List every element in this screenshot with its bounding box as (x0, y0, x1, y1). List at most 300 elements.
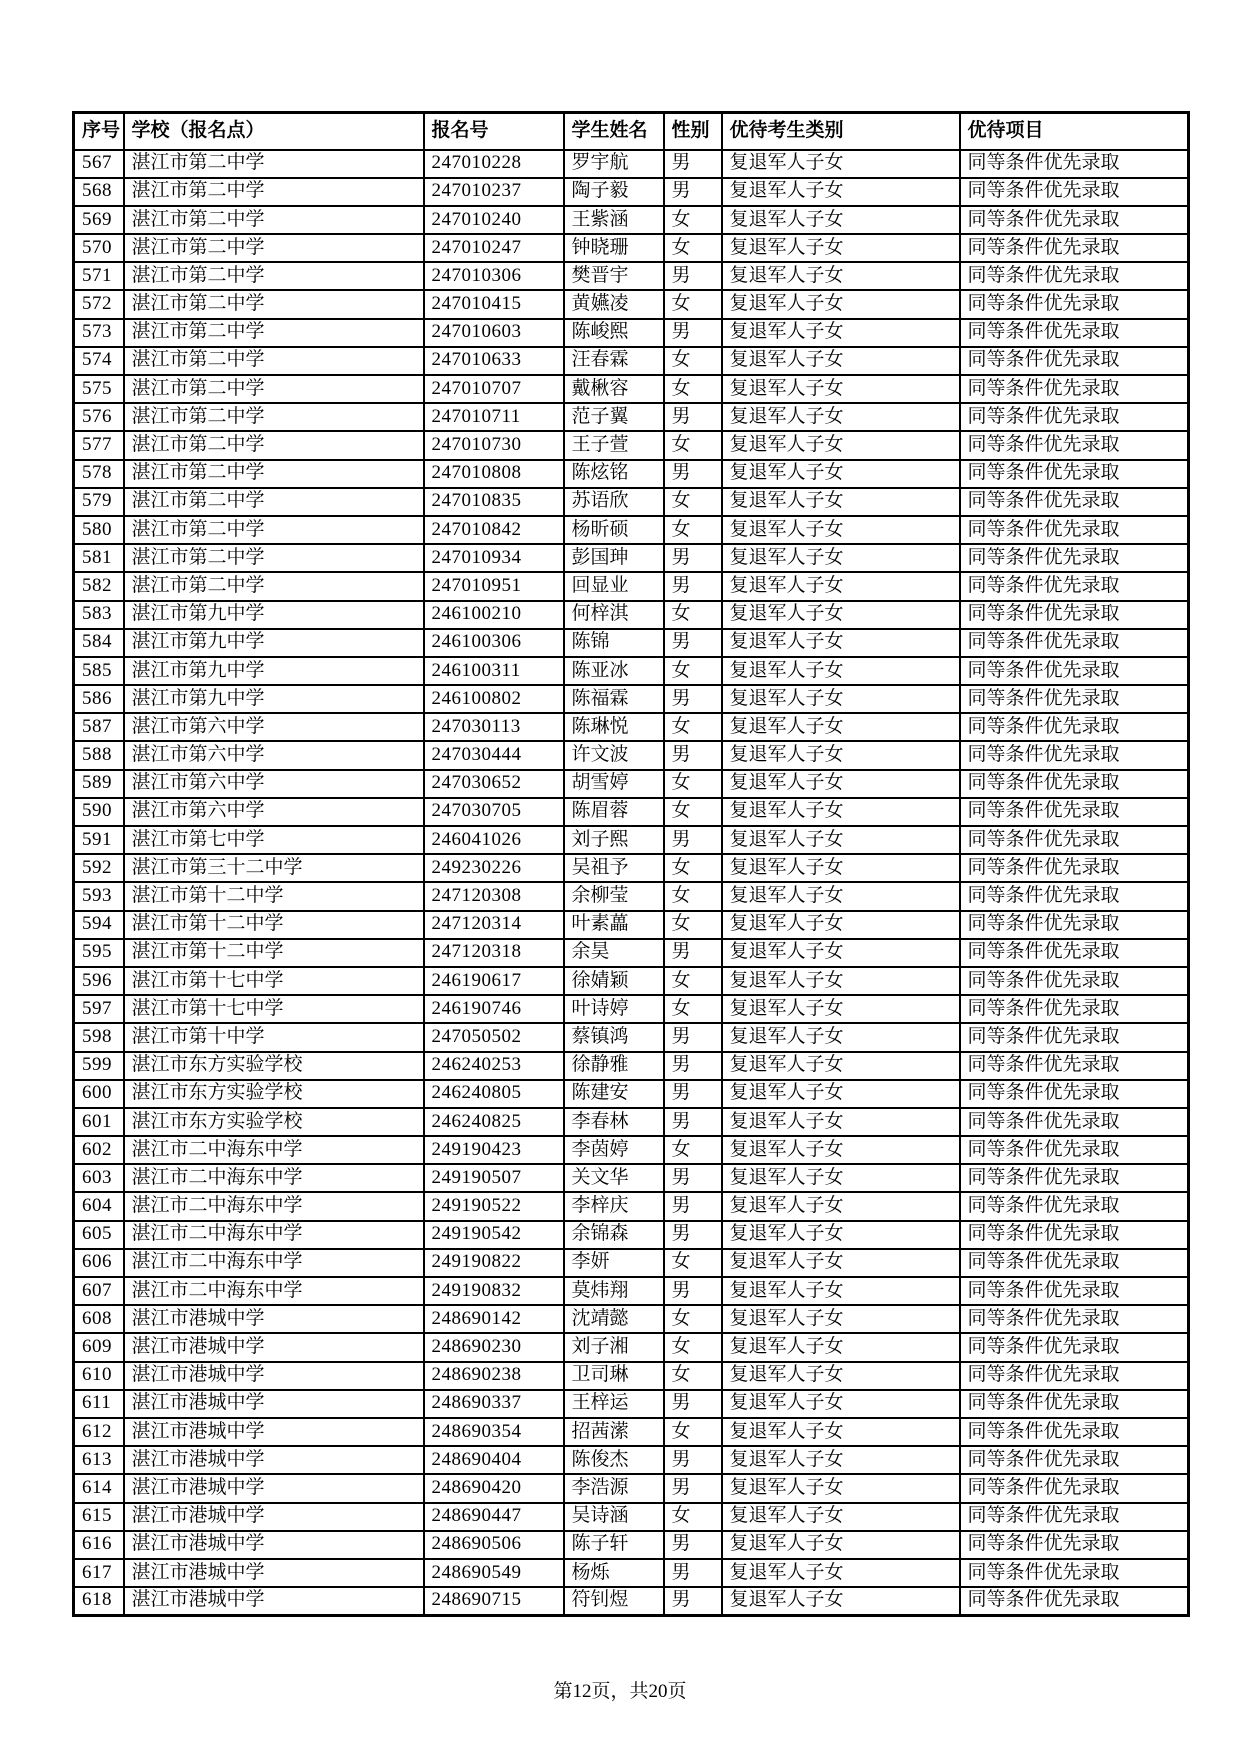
cell-gender: 女 (664, 1249, 722, 1277)
cell-student-name: 吴祖予 (564, 854, 664, 882)
cell-reg-no: 247010842 (424, 516, 564, 544)
table-row (74, 1164, 1189, 1192)
cell-school: 湛江市二中海东中学 (124, 1164, 424, 1192)
cell-gender: 女 (664, 967, 722, 995)
cell-seq: 579 (74, 488, 124, 516)
table-header (74, 113, 1189, 150)
cell-gender: 女 (664, 1418, 722, 1446)
table-row (74, 995, 1189, 1023)
cell-category: 复退军人子女 (722, 770, 960, 798)
cell-seq: 584 (74, 629, 124, 657)
cell-school: 湛江市第二中学 (124, 234, 424, 262)
cell-reg-no: 247010934 (424, 544, 564, 572)
table-row (74, 572, 1189, 600)
cell-seq: 581 (74, 544, 124, 572)
cell-gender: 女 (664, 206, 722, 234)
cell-gender: 女 (664, 657, 722, 685)
cell-school: 湛江市第二中学 (124, 544, 424, 572)
cell-reg-no: 247010240 (424, 206, 564, 234)
cell-school: 湛江市第六中学 (124, 713, 424, 741)
cell-school: 湛江市第二中学 (124, 206, 424, 234)
cell-school: 湛江市第九中学 (124, 629, 424, 657)
cell-reg-no: 248690447 (424, 1503, 564, 1531)
cell-school: 湛江市第九中学 (124, 657, 424, 685)
table-body (74, 150, 1189, 1616)
cell-category: 复退军人子女 (722, 826, 960, 854)
cell-seq: 585 (74, 657, 124, 685)
cell-seq: 595 (74, 939, 124, 967)
cell-school: 湛江市第十中学 (124, 1023, 424, 1051)
cell-gender: 女 (664, 713, 722, 741)
table-row (74, 516, 1189, 544)
cell-item: 同等条件优先录取 (960, 234, 1189, 262)
cell-reg-no: 248690337 (424, 1390, 564, 1418)
cell-item: 同等条件优先录取 (960, 1305, 1189, 1333)
cell-reg-no: 246240825 (424, 1108, 564, 1136)
table-row (74, 770, 1189, 798)
cell-student-name: 刘子熙 (564, 826, 664, 854)
table-row (74, 1192, 1189, 1220)
table-row (74, 1080, 1189, 1108)
cell-category: 复退军人子女 (722, 1305, 960, 1333)
cell-seq: 580 (74, 516, 124, 544)
table-row (74, 629, 1189, 657)
cell-category: 复退军人子女 (722, 1418, 960, 1446)
table-row (74, 488, 1189, 516)
table-row (74, 431, 1189, 459)
cell-item: 同等条件优先录取 (960, 1277, 1189, 1305)
cell-category: 复退军人子女 (722, 911, 960, 939)
cell-category: 复退军人子女 (722, 572, 960, 600)
cell-student-name: 王子萱 (564, 431, 664, 459)
cell-gender: 女 (664, 911, 722, 939)
cell-reg-no: 246190617 (424, 967, 564, 995)
cell-category: 复退军人子女 (722, 1531, 960, 1559)
cell-student-name: 杨昕硕 (564, 516, 664, 544)
cell-reg-no: 248690142 (424, 1305, 564, 1333)
cell-category: 复退军人子女 (722, 1108, 960, 1136)
cell-school: 湛江市东方实验学校 (124, 1108, 424, 1136)
cell-category: 复退军人子女 (722, 657, 960, 685)
column-header-seq: 序号 (74, 113, 124, 150)
cell-category: 复退军人子女 (722, 939, 960, 967)
cell-seq: 582 (74, 572, 124, 600)
cell-gender: 女 (664, 431, 722, 459)
cell-item: 同等条件优先录取 (960, 967, 1189, 995)
cell-student-name: 陶子毅 (564, 178, 664, 206)
cell-student-name: 陈福霖 (564, 685, 664, 713)
cell-student-name: 樊晋宇 (564, 262, 664, 290)
cell-item: 同等条件优先录取 (960, 1023, 1189, 1051)
page-footer (0, 1676, 1240, 1703)
cell-student-name: 莫炜翔 (564, 1277, 664, 1305)
cell-gender: 女 (664, 995, 722, 1023)
cell-category: 复退军人子女 (722, 1503, 960, 1531)
cell-school: 湛江市港城中学 (124, 1474, 424, 1502)
cell-category: 复退军人子女 (722, 1277, 960, 1305)
cell-item: 同等条件优先录取 (960, 713, 1189, 741)
table-row (74, 1587, 1189, 1615)
cell-gender: 男 (664, 460, 722, 488)
cell-item: 同等条件优先录取 (960, 1474, 1189, 1502)
cell-student-name: 陈俊杰 (564, 1446, 664, 1474)
table-row (74, 375, 1189, 403)
cell-student-name: 范子翼 (564, 403, 664, 431)
cell-category: 复退军人子女 (722, 685, 960, 713)
cell-item: 同等条件优先录取 (960, 178, 1189, 206)
cell-school: 湛江市第二中学 (124, 431, 424, 459)
cell-school: 湛江市第二中学 (124, 375, 424, 403)
cell-gender: 女 (664, 854, 722, 882)
cell-student-name: 陈亚冰 (564, 657, 664, 685)
cell-student-name: 罗宇航 (564, 150, 664, 178)
cell-school: 湛江市二中海东中学 (124, 1249, 424, 1277)
cell-gender: 男 (664, 1446, 722, 1474)
table-row (74, 1305, 1189, 1333)
cell-seq: 608 (74, 1305, 124, 1333)
cell-school: 湛江市第二中学 (124, 572, 424, 600)
cell-school: 湛江市东方实验学校 (124, 1052, 424, 1080)
table-row (74, 967, 1189, 995)
cell-seq: 609 (74, 1333, 124, 1361)
cell-gender: 男 (664, 262, 722, 290)
cell-seq: 606 (74, 1249, 124, 1277)
cell-reg-no: 248690506 (424, 1531, 564, 1559)
cell-school: 湛江市第九中学 (124, 601, 424, 629)
cell-item: 同等条件优先录取 (960, 1362, 1189, 1390)
cell-seq: 572 (74, 290, 124, 318)
cell-school: 湛江市港城中学 (124, 1390, 424, 1418)
table-row (74, 290, 1189, 318)
cell-category: 复退军人子女 (722, 1333, 960, 1361)
cell-seq: 589 (74, 770, 124, 798)
table-row (74, 713, 1189, 741)
cell-category: 复退军人子女 (722, 1362, 960, 1390)
cell-reg-no: 246100311 (424, 657, 564, 685)
column-header-school: 学校（报名点） (124, 113, 424, 150)
table-row (74, 234, 1189, 262)
cell-item: 同等条件优先录取 (960, 1390, 1189, 1418)
cell-item: 同等条件优先录取 (960, 347, 1189, 375)
cell-gender: 男 (664, 544, 722, 572)
cell-category: 复退军人子女 (722, 1023, 960, 1051)
table-row (74, 1333, 1189, 1361)
cell-reg-no: 247010730 (424, 431, 564, 459)
cell-reg-no: 247010707 (424, 375, 564, 403)
cell-category: 复退军人子女 (722, 403, 960, 431)
cell-school: 湛江市二中海东中学 (124, 1277, 424, 1305)
cell-item: 同等条件优先录取 (960, 629, 1189, 657)
table-row (74, 403, 1189, 431)
cell-category: 复退军人子女 (722, 319, 960, 347)
cell-category: 复退军人子女 (722, 290, 960, 318)
cell-student-name: 沈靖懿 (564, 1305, 664, 1333)
table-row (74, 1531, 1189, 1559)
cell-gender: 男 (664, 826, 722, 854)
cell-seq: 573 (74, 319, 124, 347)
table-row (74, 206, 1189, 234)
cell-reg-no: 248690354 (424, 1418, 564, 1446)
cell-seq: 597 (74, 995, 124, 1023)
cell-gender: 女 (664, 1362, 722, 1390)
cell-student-name: 陈建安 (564, 1080, 664, 1108)
cell-school: 湛江市二中海东中学 (124, 1192, 424, 1220)
cell-student-name: 招茜潆 (564, 1418, 664, 1446)
table-row (74, 1277, 1189, 1305)
cell-student-name: 符钊煜 (564, 1587, 664, 1615)
cell-seq: 616 (74, 1531, 124, 1559)
cell-category: 复退军人子女 (722, 995, 960, 1023)
cell-seq: 577 (74, 431, 124, 459)
cell-gender: 男 (664, 319, 722, 347)
table-row (74, 741, 1189, 769)
cell-category: 复退军人子女 (722, 150, 960, 178)
cell-item: 同等条件优先录取 (960, 1446, 1189, 1474)
cell-seq: 568 (74, 178, 124, 206)
table-row (74, 657, 1189, 685)
cell-gender: 女 (664, 375, 722, 403)
cell-item: 同等条件优先录取 (960, 262, 1189, 290)
cell-seq: 587 (74, 713, 124, 741)
cell-school: 湛江市港城中学 (124, 1418, 424, 1446)
cell-item: 同等条件优先录取 (960, 1559, 1189, 1587)
cell-item: 同等条件优先录取 (960, 770, 1189, 798)
cell-gender: 男 (664, 572, 722, 600)
cell-category: 复退军人子女 (722, 1390, 960, 1418)
cell-reg-no: 249190822 (424, 1249, 564, 1277)
cell-student-name: 陈炫铭 (564, 460, 664, 488)
cell-item: 同等条件优先录取 (960, 685, 1189, 713)
table-row (74, 1249, 1189, 1277)
cell-item: 同等条件优先录取 (960, 403, 1189, 431)
cell-category: 复退军人子女 (722, 629, 960, 657)
header-row (74, 113, 1189, 150)
cell-student-name: 何梓淇 (564, 601, 664, 629)
cell-reg-no: 249190542 (424, 1221, 564, 1249)
cell-item: 同等条件优先录取 (960, 1221, 1189, 1249)
table-row (74, 685, 1189, 713)
cell-seq: 576 (74, 403, 124, 431)
cell-reg-no: 247010415 (424, 290, 564, 318)
cell-category: 复退军人子女 (722, 431, 960, 459)
cell-gender: 女 (664, 882, 722, 910)
cell-reg-no: 249190423 (424, 1136, 564, 1164)
cell-school: 湛江市第六中学 (124, 741, 424, 769)
cell-school: 湛江市港城中学 (124, 1333, 424, 1361)
cell-student-name: 余锦森 (564, 1221, 664, 1249)
table-row (74, 347, 1189, 375)
cell-school: 湛江市二中海东中学 (124, 1136, 424, 1164)
cell-school: 湛江市第二中学 (124, 347, 424, 375)
cell-reg-no: 247010951 (424, 572, 564, 600)
cell-reg-no: 246240253 (424, 1052, 564, 1080)
cell-item: 同等条件优先录取 (960, 1136, 1189, 1164)
cell-category: 复退军人子女 (722, 1164, 960, 1192)
column-header-student-name: 学生姓名 (564, 113, 664, 150)
cell-gender: 女 (664, 601, 722, 629)
cell-category: 复退军人子女 (722, 1221, 960, 1249)
cell-seq: 592 (74, 854, 124, 882)
cell-gender: 女 (664, 798, 722, 826)
cell-item: 同等条件优先录取 (960, 854, 1189, 882)
cell-gender: 女 (664, 234, 722, 262)
cell-gender: 男 (664, 1164, 722, 1192)
cell-gender: 女 (664, 770, 722, 798)
table-row (74, 150, 1189, 178)
cell-school: 湛江市第二中学 (124, 488, 424, 516)
table-row (74, 1503, 1189, 1531)
preferential-students-table (72, 111, 1190, 1617)
table-row (74, 939, 1189, 967)
cell-school: 湛江市港城中学 (124, 1446, 424, 1474)
cell-student-name: 余柳莹 (564, 882, 664, 910)
cell-reg-no: 247010237 (424, 178, 564, 206)
cell-category: 复退军人子女 (722, 1559, 960, 1587)
cell-item: 同等条件优先录取 (960, 1531, 1189, 1559)
cell-reg-no: 246100802 (424, 685, 564, 713)
cell-category: 复退军人子女 (722, 741, 960, 769)
cell-category: 复退军人子女 (722, 1192, 960, 1220)
cell-seq: 588 (74, 741, 124, 769)
cell-seq: 618 (74, 1587, 124, 1615)
cell-item: 同等条件优先录取 (960, 488, 1189, 516)
cell-gender: 男 (664, 741, 722, 769)
cell-category: 复退军人子女 (722, 601, 960, 629)
cell-category: 复退军人子女 (722, 460, 960, 488)
cell-student-name: 李茵婷 (564, 1136, 664, 1164)
cell-item: 同等条件优先录取 (960, 572, 1189, 600)
cell-gender: 男 (664, 1531, 722, 1559)
cell-item: 同等条件优先录取 (960, 290, 1189, 318)
cell-seq: 570 (74, 234, 124, 262)
cell-seq: 593 (74, 882, 124, 910)
cell-item: 同等条件优先录取 (960, 798, 1189, 826)
cell-category: 复退军人子女 (722, 488, 960, 516)
cell-school: 湛江市港城中学 (124, 1587, 424, 1615)
cell-school: 湛江市第十二中学 (124, 911, 424, 939)
cell-gender: 女 (664, 1333, 722, 1361)
cell-category: 复退军人子女 (722, 206, 960, 234)
cell-student-name: 关文华 (564, 1164, 664, 1192)
cell-gender: 女 (664, 347, 722, 375)
cell-gender: 女 (664, 1305, 722, 1333)
cell-gender: 男 (664, 1192, 722, 1220)
cell-student-name: 李春林 (564, 1108, 664, 1136)
cell-seq: 614 (74, 1474, 124, 1502)
cell-reg-no: 248690715 (424, 1587, 564, 1615)
cell-reg-no: 247120318 (424, 939, 564, 967)
cell-item: 同等条件优先录取 (960, 544, 1189, 572)
cell-seq: 599 (74, 1052, 124, 1080)
cell-item: 同等条件优先录取 (960, 601, 1189, 629)
cell-category: 复退军人子女 (722, 1249, 960, 1277)
cell-student-name: 叶诗婷 (564, 995, 664, 1023)
table-row (74, 1446, 1189, 1474)
table-row (74, 1559, 1189, 1587)
table-row (74, 1052, 1189, 1080)
cell-seq: 574 (74, 347, 124, 375)
table-row (74, 1108, 1189, 1136)
cell-school: 湛江市第十七中学 (124, 995, 424, 1023)
table-row (74, 798, 1189, 826)
cell-category: 复退军人子女 (722, 347, 960, 375)
cell-category: 复退军人子女 (722, 1587, 960, 1615)
table-row (74, 544, 1189, 572)
cell-student-name: 钟晓珊 (564, 234, 664, 262)
cell-seq: 591 (74, 826, 124, 854)
cell-seq: 578 (74, 460, 124, 488)
cell-student-name: 刘子湘 (564, 1333, 664, 1361)
cell-reg-no: 247120308 (424, 882, 564, 910)
cell-seq: 571 (74, 262, 124, 290)
cell-item: 同等条件优先录取 (960, 375, 1189, 403)
cell-student-name: 李浩源 (564, 1474, 664, 1502)
table-row (74, 1390, 1189, 1418)
cell-gender: 女 (664, 1136, 722, 1164)
cell-category: 复退军人子女 (722, 882, 960, 910)
cell-school: 湛江市第二中学 (124, 150, 424, 178)
cell-category: 复退军人子女 (722, 967, 960, 995)
cell-category: 复退军人子女 (722, 854, 960, 882)
cell-student-name: 陈琳悦 (564, 713, 664, 741)
cell-reg-no: 248690549 (424, 1559, 564, 1587)
cell-category: 复退军人子女 (722, 713, 960, 741)
cell-category: 复退军人子女 (722, 516, 960, 544)
cell-seq: 569 (74, 206, 124, 234)
cell-reg-no: 249190522 (424, 1192, 564, 1220)
cell-reg-no: 249190507 (424, 1164, 564, 1192)
cell-category: 复退军人子女 (722, 798, 960, 826)
cell-gender: 女 (664, 516, 722, 544)
table-row (74, 319, 1189, 347)
cell-reg-no: 248690238 (424, 1362, 564, 1390)
cell-reg-no: 248690404 (424, 1446, 564, 1474)
table-row (74, 601, 1189, 629)
cell-student-name: 李妍 (564, 1249, 664, 1277)
cell-item: 同等条件优先录取 (960, 1503, 1189, 1531)
cell-school: 湛江市第七中学 (124, 826, 424, 854)
cell-category: 复退军人子女 (722, 544, 960, 572)
cell-school: 湛江市港城中学 (124, 1531, 424, 1559)
column-header-reg-no: 报名号 (424, 113, 564, 150)
cell-student-name: 叶素藟 (564, 911, 664, 939)
cell-student-name: 徐婧颖 (564, 967, 664, 995)
cell-school: 湛江市第九中学 (124, 685, 424, 713)
cell-school: 湛江市东方实验学校 (124, 1080, 424, 1108)
cell-seq: 605 (74, 1221, 124, 1249)
column-header-gender: 性别 (664, 113, 722, 150)
cell-item: 同等条件优先录取 (960, 1333, 1189, 1361)
cell-reg-no: 246240805 (424, 1080, 564, 1108)
cell-school: 湛江市第二中学 (124, 403, 424, 431)
cell-item: 同等条件优先录取 (960, 206, 1189, 234)
page-number-label: 第12页，共20页 (553, 1681, 687, 1702)
cell-category: 复退军人子女 (722, 1474, 960, 1502)
cell-seq: 612 (74, 1418, 124, 1446)
cell-item: 同等条件优先录取 (960, 1080, 1189, 1108)
cell-seq: 610 (74, 1362, 124, 1390)
table-row (74, 882, 1189, 910)
cell-school: 湛江市第二中学 (124, 178, 424, 206)
cell-reg-no: 248690230 (424, 1333, 564, 1361)
cell-reg-no: 246041026 (424, 826, 564, 854)
cell-gender: 男 (664, 1108, 722, 1136)
table-row (74, 262, 1189, 290)
cell-school: 湛江市第六中学 (124, 798, 424, 826)
cell-gender: 男 (664, 1023, 722, 1051)
cell-gender: 女 (664, 290, 722, 318)
cell-student-name: 戴楸容 (564, 375, 664, 403)
